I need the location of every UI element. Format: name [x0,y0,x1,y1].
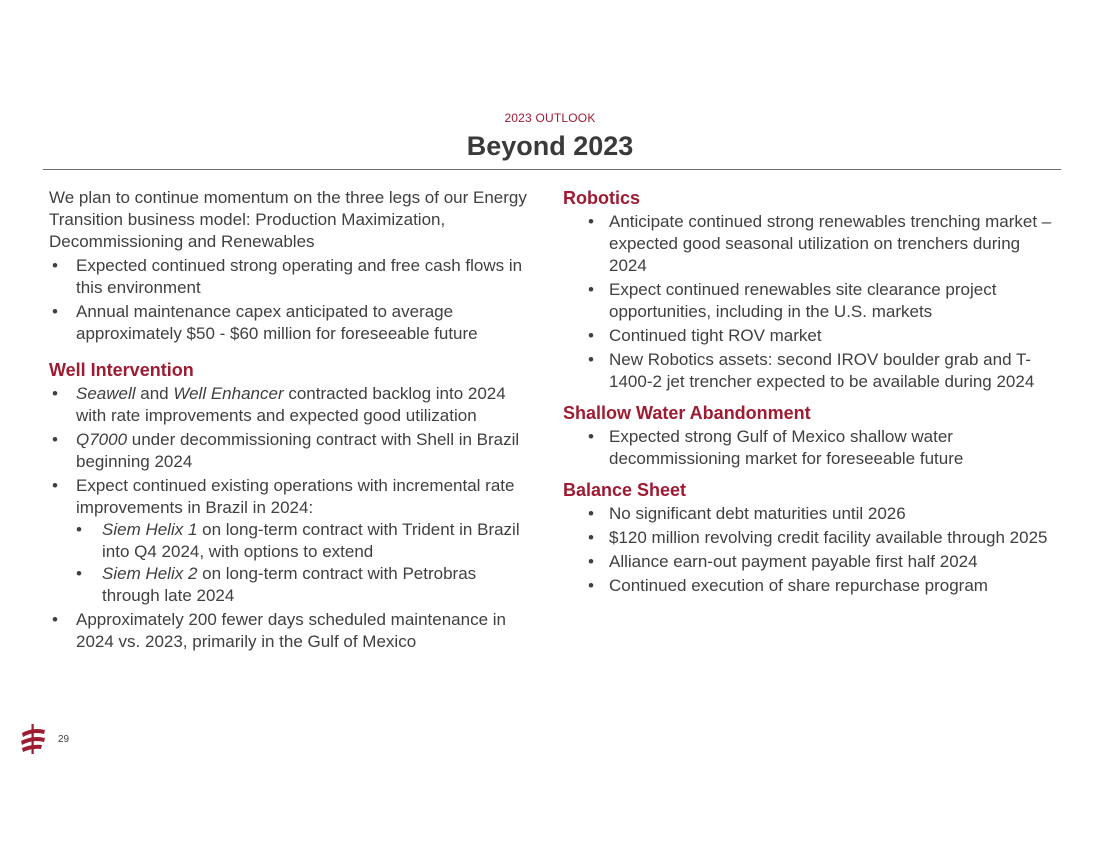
list-item: • Continued execution of share repurchase program [609,575,1053,597]
list-item: • Expected continued strong operating and free cash flows in this environment [76,255,527,299]
list-item-text: and [135,384,174,403]
list-item: • Anticipate continued strong renewables trenching market – expected good seasonal utilization on trenchers during 2024 [609,211,1053,277]
list-item-text: under decommissioning contract with Shell in Brazil beginning 2024 [76,430,520,471]
section-heading-robotics: Robotics [563,188,641,208]
robotics-list [563,211,1053,393]
list-item [76,475,527,607]
section-heading-shallow-water: Shallow Water Abandonment [563,403,811,423]
page-title: Beyond 2023 [466,131,634,161]
list-item [76,383,527,427]
section-heading-balance-sheet: Balance Sheet [563,480,687,500]
list-item: • No significant debt maturities until 2026 [609,503,1053,525]
list-item: • Annual maintenance capex anticipated to average approximately $50 - $60 million for foreseeable future [76,301,527,345]
list-item-text: on long-term contract with Trident in Brazil into Q4 2024, with options to extend [102,520,520,561]
intro-bullet-list [49,255,527,345]
vessel-name: Well Enhancer [173,384,284,403]
well-intervention-list [49,383,527,653]
left-column [49,187,527,653]
sub-bullet-list [76,519,527,607]
list-item: • New Robotics assets: second IROV boulder grab and T-1400-2 jet trencher expected to be available during 2024 [609,349,1053,393]
list-item-text: Expect continued existing operations with incremental rate improvements in Brazil in 2024: [76,476,515,517]
helix-logo-icon [19,724,47,754]
sub-list-item [102,519,527,563]
title-divider [43,169,1061,170]
list-item: • Alliance earn-out payment payable first half 2024 [609,551,1053,573]
vessel-name: Q7000 [76,430,128,449]
list-item: • Expect continued renewables site clearance project opportunities, including in the U.S. markets [609,279,1053,323]
page-number: 29 [58,734,70,745]
section-eyebrow: 2023 OUTLOOK [504,111,596,125]
vessel-name: Seawell [76,384,136,403]
vessel-name: Siem Helix 1 [102,520,198,539]
intro-paragraph: We plan to continue momentum on the three legs of our Energy Transition business model: Production Maximization, Decommissioning and Renewables [49,188,527,251]
sub-list-item [102,563,527,607]
shallow-water-list [563,426,1053,470]
section-heading-well-intervention: Well Intervention [49,360,194,380]
right-column [563,187,1053,597]
balance-sheet-list [563,503,1053,597]
list-item: • $120 million revolving credit facility available through 2025 [609,527,1053,549]
list-item: • Approximately 200 fewer days scheduled maintenance in 2024 vs. 2023, primarily in the Gulf of Mexico [76,609,527,653]
list-item: • Expected strong Gulf of Mexico shallow water decommissioning market for foreseeable future [609,426,1053,470]
list-item: • Continued tight ROV market [609,325,1053,347]
list-item [76,429,527,473]
list-item-text: contracted backlog into 2024 with rate improvements and expected good utilization [76,384,506,425]
vessel-name: Siem Helix 2 [102,564,198,583]
list-item-text: on long-term contract with Petrobras through late 2024 [102,564,477,605]
